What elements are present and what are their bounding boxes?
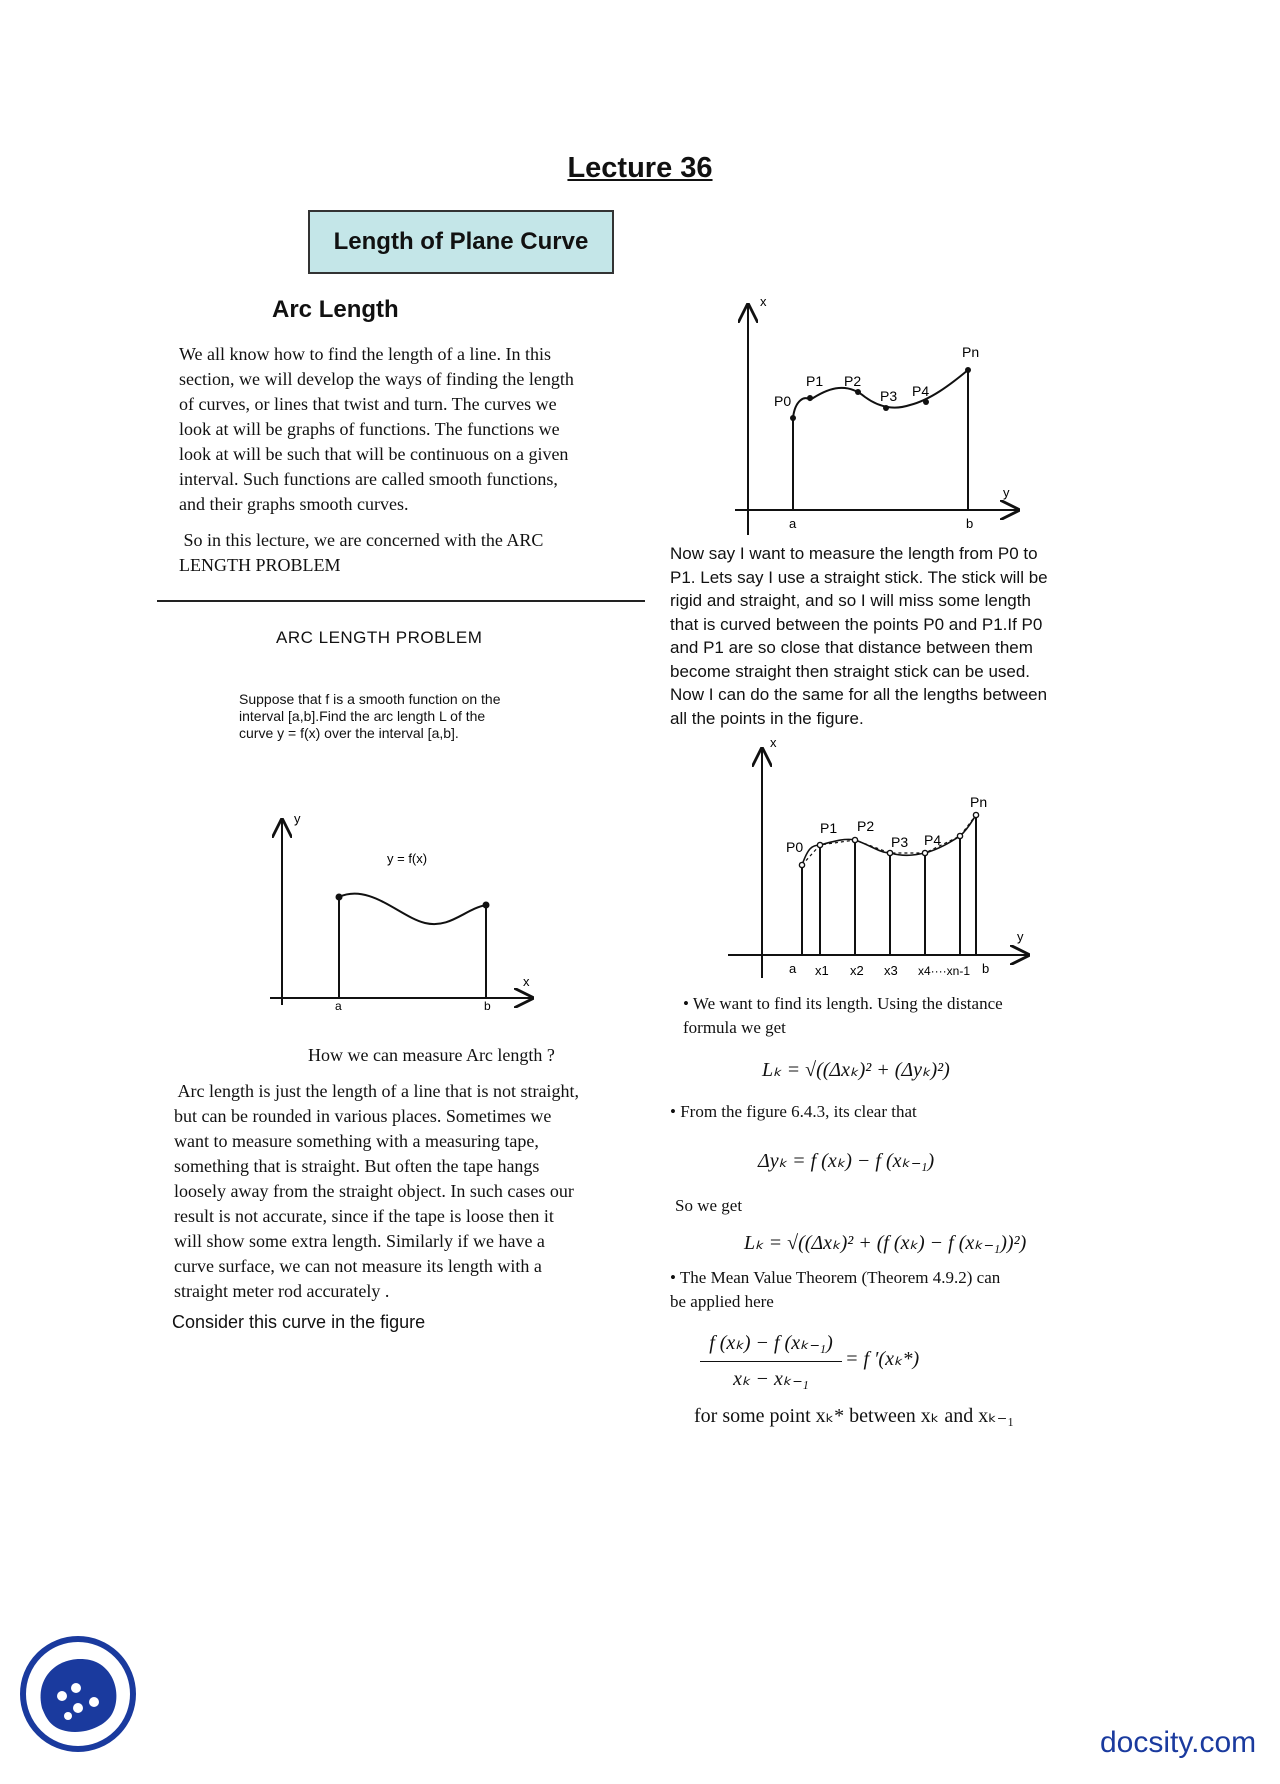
consider-text: Consider this curve in the figure [172,1312,426,1332]
point-p4 [922,850,927,855]
mvt-fraction-bar [700,1361,842,1362]
mvt-denominator: xₖ − xₖ₋₁ [733,1368,809,1390]
bullet-distance-formula [683,992,1103,1040]
figure-description [239,691,619,742]
p0-label: P0 [786,839,804,855]
x-axis-label: x [523,974,530,989]
x-label: x [760,294,767,309]
intro-line: We all know how to find the length of a line. In this [179,344,551,364]
point-p1 [807,395,813,401]
tick-b: b [982,961,990,976]
x-label: x [770,735,777,750]
stick-line: and P1 are so close that distance between them [670,638,1033,657]
tick-x4-xn-1: x4····xn-1 [918,964,971,978]
p4-label: P4 [924,832,942,848]
lecture-title-text: Lecture 36 [567,152,713,184]
point-p3 [887,850,892,855]
measure-line: something that is straight. But often the tape hangs [174,1156,540,1176]
point-pn-1 [957,833,962,838]
pn-label: Pn [962,344,980,360]
point-p3 [883,405,889,411]
lecture-title [0,152,1280,185]
point-p2 [855,389,861,395]
formula-some-point: for some point xₖ* between xₖ and xₖ₋₁ [694,1405,1015,1427]
section-divider [157,600,645,602]
measure-line: straight meter rod accurately . [174,1281,390,1301]
stick-line: P1. Lets say I use a straight stick. The stick will be [670,567,1048,587]
bullet-figure: • From the figure 6.4.3, its clear that [670,1102,917,1121]
tick-x1: x1 [815,963,829,978]
point-p1 [817,842,822,847]
measure-line: curve surface, we can not measure its length with a [174,1256,542,1276]
measure-line: result is not accurate, since if the tape is loose then it [174,1206,554,1226]
section-title-box [308,210,614,274]
brand-name: docsity.com [1100,1726,1257,1759]
measure-paragraph [174,1079,654,1304]
p3-label: P3 [891,834,909,850]
point-p0 [799,862,804,867]
point-p4 [923,399,929,405]
tick-a: a [789,961,797,976]
stick-line: rigid and straight, and so I will miss some length [670,591,1031,610]
bullet-line: • We want to find its length. Using the distance [683,994,1003,1013]
intro-line: and their graphs smooth curves. [179,494,409,514]
stick-line: Now say I want to measure the length from P0 to [670,544,1038,563]
concern-paragraph [179,528,649,578]
p0-label: P0 [774,393,792,409]
formula-delta-y: Δyₖ = f (xₖ) − f (xₖ₋₁) [758,1150,935,1172]
point-pn [973,812,978,817]
p1-label: P1 [820,820,838,836]
segments-graph [720,733,1040,983]
measure-line: but can be rounded in various places. Sometimes we [174,1106,552,1126]
intro-line: of curves, or lines that twist and turn. The curves we [179,394,557,414]
curve-end-point [483,902,490,909]
a-label: a [789,516,797,531]
stick-paragraph [670,542,1120,730]
docsity-logo-icon [20,1636,136,1752]
intro-line: section, we will develop the ways of finding the length [179,369,574,389]
intro-line: look at will be graphs of functions. The functions we [179,419,560,439]
intro-paragraph [179,342,649,517]
p2-label: P2 [844,373,862,389]
formula-distance: Lₖ = √((Δxₖ)² + (Δyₖ)²) [762,1059,950,1081]
arc-length-graph [260,805,540,1015]
figure-description-line: interval [a,b].Find the arc length L of the [239,708,486,724]
stick-line: Now I can do the same for all the lengths between [670,685,1048,704]
y-label: y [1003,485,1010,500]
formula-arc-segment: Lₖ = √((Δxₖ)² + (f (xₖ) − f (xₖ₋₁))²) [744,1232,1027,1254]
question-heading: How we can measure Arc length ? [308,1045,555,1065]
intro-line: look at will be such that will be continuous on a given [179,444,569,464]
bullet-line: • The Mean Value Theorem (Theorem 4.9.2) can [670,1268,1001,1287]
stick-line: all the points in the figure. [670,708,864,728]
measure-line: want to measure something with a measuring tape, [174,1131,539,1151]
bullet-line: formula we get [683,1018,786,1037]
curve [339,894,486,924]
y-axis-label: y [294,811,301,826]
a-label: a [335,999,342,1013]
section-title: Length of Plane Curve [333,228,589,255]
b-label: b [484,999,491,1013]
figure-title: ARC LENGTH PROBLEM [276,628,483,647]
concern-line: So in this lecture, we are concerned with the ARC [179,530,544,550]
bullet-line: be applied here [670,1292,774,1311]
point-p0 [790,415,796,421]
point-p2 [852,837,857,842]
p1-label: P1 [806,373,824,389]
p3-label: P3 [880,388,898,404]
bullet-mvt [670,1266,1090,1314]
curve-start-point [336,894,343,901]
subheading-arc-length: Arc Length [272,296,399,323]
y-label: y [1017,929,1024,944]
p2-label: P2 [857,818,875,834]
figure-description-line: curve y = f(x) over the interval [a,b]. [239,725,459,741]
points-graph [730,290,1030,540]
mvt-numerator: f (xₖ) − f (xₖ₋₁) [709,1332,833,1354]
b-label: b [966,516,974,531]
pn-label: Pn [970,794,988,810]
p4-label: P4 [912,383,930,399]
tick-x3: x3 [884,963,898,978]
point-pn [965,367,971,373]
so-we-get: So we get [675,1196,743,1215]
intro-line: interval. Such functions are called smooth functions, [179,469,558,489]
mvt-fraction [696,1330,846,1391]
stick-line: that is curved between the points P0 and P1.If P0 [670,614,1043,634]
stick-line: become straight then straight stick can be used. [670,661,1031,681]
measure-line: Arc length is just the length of a line that is not straight, [174,1081,579,1101]
measure-line: loosely away from the straight object. In such cases our [174,1181,574,1201]
tick-x2: x2 [850,963,864,978]
measure-line: will show some extra length. Similarly if we have a [174,1231,545,1251]
concern-line: LENGTH PROBLEM [179,555,341,575]
curve-label: y = f(x) [387,851,428,866]
mvt-rhs: = f ′(xₖ*) [845,1348,920,1370]
figure-description-line: Suppose that f is a smooth function on the [239,691,501,707]
